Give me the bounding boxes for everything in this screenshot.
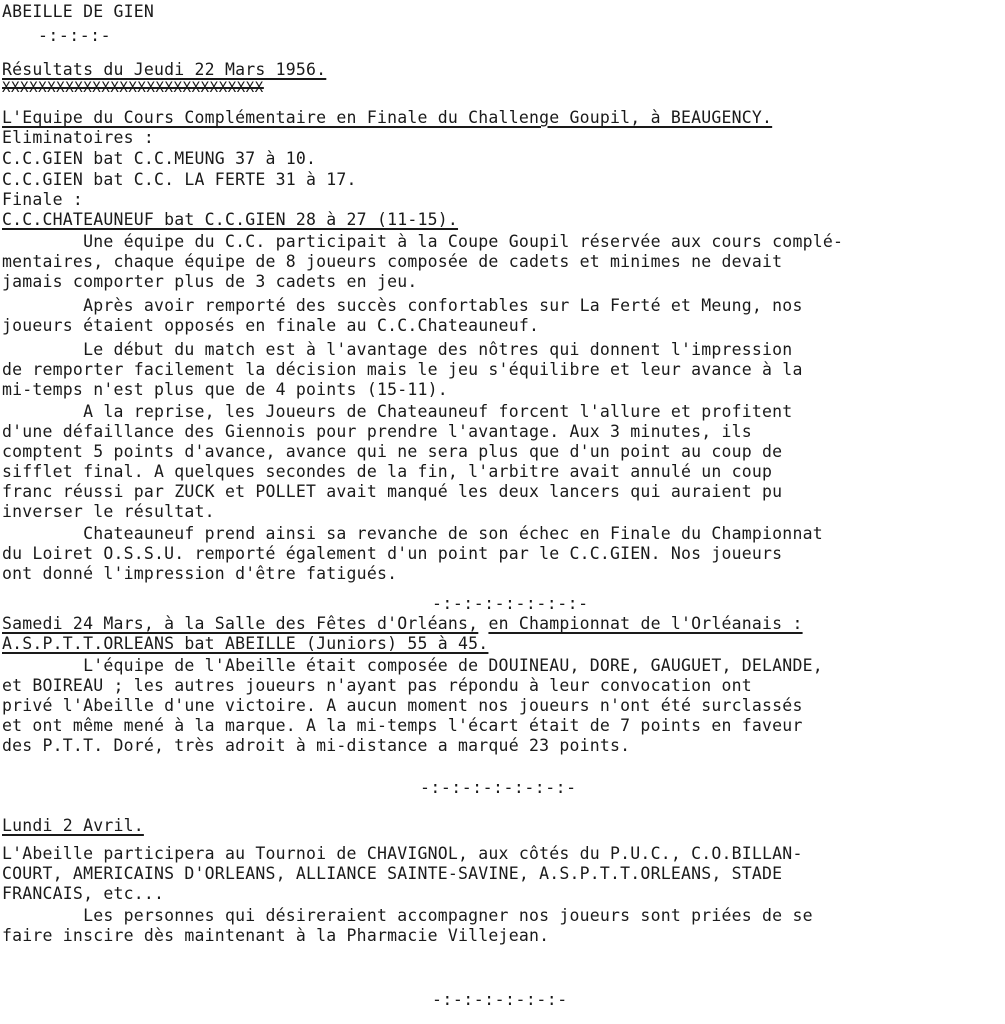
paragraph-line: du Loiret O.S.S.U. remporté également d'un point par le C.C.GIEN. Nos joueurs — [2, 544, 783, 563]
paragraph-line: jamais comporter plus de 3 cadets en jeu. — [2, 272, 418, 291]
paragraph-line: joueurs étaient opposés en finale au C.C.Chateauneuf. — [2, 316, 540, 335]
match-result-2: C.C.GIEN bat C.C. LA FERTE 31 à 17. — [2, 170, 357, 189]
section-separator: -:-:-:-:-:-:-:- — [432, 594, 589, 613]
paragraph-line: faire inscire dès maintenant à la Pharmacie Villejean. — [2, 926, 550, 945]
section2-heading-championship: en Championnat de l'Orléanais : — [488, 614, 803, 633]
paragraph-line: Chateauneuf prend ainsi sa revanche de son échec en Finale du Championnat — [2, 524, 823, 543]
paragraph-line: et ont même mené à la marque. A la mi-temps l'écart était de 7 points en faveur — [2, 716, 803, 735]
eliminatoires-label: Eliminatoires : — [2, 128, 155, 147]
section2-heading — [2, 614, 803, 634]
paragraph-line: mentaires, chaque équipe de 8 joueurs composée de cadets et minimes ne devait — [2, 252, 783, 271]
final-result: C.C.CHATEAUNEUF bat C.C.GIEN 28 à 27 (11-15). — [2, 210, 459, 229]
paragraph-line: L'équipe de l'Abeille était composée de DOUINEAU, DORE, GAUGUET, DELANDE, — [2, 656, 823, 675]
section3-heading: Lundi 2 Avril. — [2, 816, 144, 835]
paragraph-line: inverser le résultat. — [2, 502, 215, 521]
header-separator: -:-:-:- — [38, 26, 112, 45]
paragraph-line: FRANCAIS, etc... — [2, 884, 165, 903]
paragraph-line: L'Abeille participera au Tournoi de CHAVIGNOL, aux côtés du P.U.C., C.O.BILLAN- — [2, 844, 803, 863]
paragraph-line: mi-temps n'est plus que de 4 points (15-11). — [2, 380, 448, 399]
section-separator: -:-:-:-:-:-:- — [432, 990, 568, 1009]
paragraph-line: des P.T.T. Doré, très adroit à mi-distance a marqué 23 points. — [2, 736, 631, 755]
paragraph-line: Une équipe du C.C. participait à la Coupe Goupil réservée aux cours complé- — [2, 232, 844, 251]
struck-out-line: XXXXXXXXXXXXXXXXXXXXXXXXXXXXX — [2, 80, 264, 96]
paragraph-line: privé l'Abeille d'une victoire. A aucun moment nos joueurs n'ont été surclassés — [2, 696, 803, 715]
paragraph-line: Le début du match est à l'avantage des nôtres qui donnent l'impression — [2, 340, 793, 359]
match-result-1: C.C.GIEN bat C.C.MEUNG 37 à 10. — [2, 149, 317, 168]
paragraph-line: sifflet final. A quelques secondes de la fin, l'arbitre avait annulé un coup — [2, 462, 773, 481]
paragraph-line: franc réussi par ZUCK et POLLET avait manqué les deux lancers qui auraient pu — [2, 482, 783, 501]
section-separator: -:-:-:-:-:-:-:- — [420, 778, 577, 797]
paragraph-line: COURT, AMERICAINS D'ORLEANS, ALLIANCE SAINTE-SAVINE, A.S.P.T.T.ORLEANS, STADE — [2, 864, 783, 883]
section1-heading: L'Equipe du Cours Complémentaire en Finale du Challenge Goupil, à BEAUGENCY. — [2, 108, 773, 127]
paragraph-line: de remporter facilement la décision mais le jeu s'équilibre et leur avance à la — [2, 360, 803, 379]
finale-label: Finale : — [2, 190, 84, 209]
paragraph-line: ont donné l'impression d'être fatigués. — [2, 564, 398, 583]
paragraph-line: et BOIREAU ; les autres joueurs n'ayant pas répondu à leur convocation ont — [2, 676, 752, 695]
paragraph-line: Après avoir remporté des succès confortables sur La Ferté et Meung, nos — [2, 296, 803, 315]
results-title: Résultats du Jeudi 22 Mars 1956. — [2, 60, 327, 79]
club-name: ABEILLE DE GIEN — [2, 2, 155, 21]
paragraph-line: Les personnes qui désireraient accompagner nos joueurs sont priées de se — [2, 906, 813, 925]
section2-heading-date-venue: Samedi 24 Mars, à la Salle des Fêtes d'Orléans, — [2, 614, 479, 633]
paragraph-line: A la reprise, les Joueurs de Chateauneuf forcent l'allure et profitent — [2, 402, 793, 421]
section2-result: A.S.P.T.T.ORLEANS bat ABEILLE (Juniors) 55 à 45. — [2, 634, 489, 653]
paragraph-line: comptent 5 points d'avance, avance qui ne sera plus que d'un point au coup de — [2, 442, 783, 461]
paragraph-line: d'une défaillance des Giennois pour prendre l'avantage. Aux 3 minutes, ils — [2, 422, 752, 441]
